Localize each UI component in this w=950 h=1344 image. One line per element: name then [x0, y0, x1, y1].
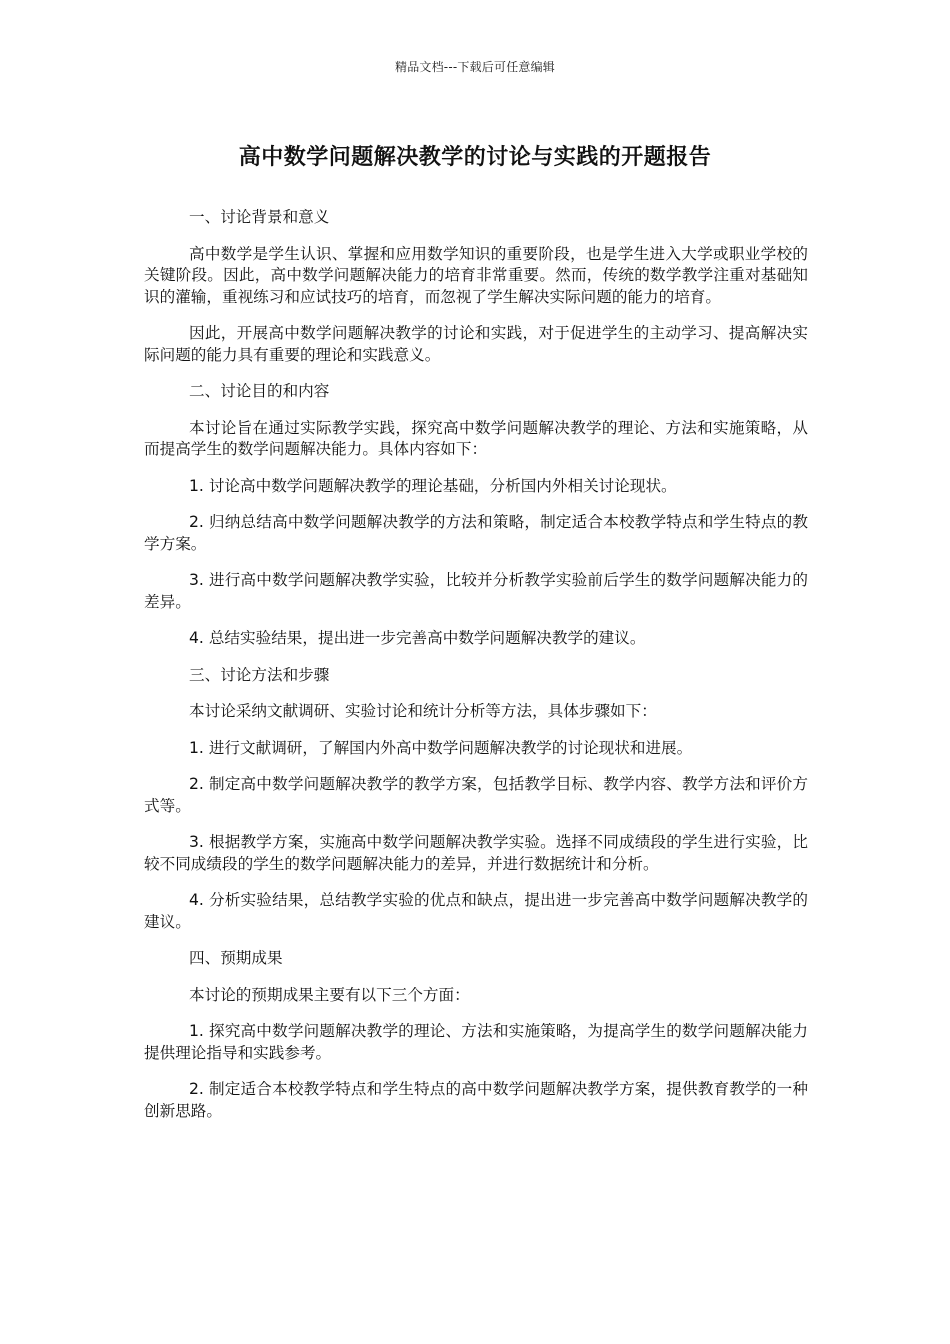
paragraph: 本讨论采纳文献调研、实验讨论和统计分析等方法，具体步骤如下：: [189, 702, 657, 720]
document-title: 高中数学问题解决教学的讨论与实践的开题报告: [238, 145, 712, 170]
section-heading-outcomes: 四、预期成果: [189, 949, 283, 967]
list-item: 2. 制定适合本校教学特点和学生特点的高中数学问题解决教学方案，提供教育教学的一种创新思路。: [144, 1080, 808, 1120]
page-header: 精品文档---下载后可任意编辑: [395, 60, 555, 74]
list-item: 3. 根据教学方案，实施高中数学问题解决教学实验。选择不同成绩段的学生进行实验，比较不同成绩段的学生的数学问题解决能力的差异，并进行数据统计和分析。: [144, 833, 808, 873]
paragraph: 本讨论旨在通过实际教学实践，探究高中数学问题解决教学的理论、方法和实施策略，从而提高学生的数学问题解决能力。具体内容如下：: [144, 418, 808, 458]
paragraph: 本讨论的预期成果主要有以下三个方面：: [189, 985, 470, 1004]
list-item: 1. 探究高中数学问题解决教学的理论、方法和实施策略，为提高学生的数学问题解决能力提供理论指导和实践参考。: [144, 1022, 808, 1062]
list-item: 3. 进行高中数学问题解决教学实验，比较并分析教学实验前后学生的数学问题解决能力的差异。: [144, 571, 808, 611]
list-item: 4. 分析实验结果，总结教学实验的优点和缺点，提出进一步完善高中数学问题解决教学的建议。: [144, 891, 808, 931]
paragraph: 高中数学是学生认识、掌握和应用数学知识的重要阶段，也是学生进入大学或职业学校的关键阶段。因此，高中数学问题解决能力的培育非常重要。然而，传统的数学教学注重对基础知识的灌输，重视练习和应试技巧的培育，而忽视了学生解决实际问题的能力的培育。: [144, 244, 808, 306]
list-item: 2. 制定高中数学问题解决教学的教学方案，包括教学目标、教学内容、教学方法和评价方式等。: [144, 775, 808, 815]
section-heading-purpose: 二、讨论目的和内容: [189, 382, 330, 400]
list-item: 4. 总结实验结果，提出进一步完善高中数学问题解决教学的建议。: [189, 629, 646, 647]
list-item: 1. 进行文献调研，了解国内外高中数学问题解决教学的讨论现状和进展。: [189, 738, 693, 757]
list-item: 1. 讨论高中数学问题解决教学的理论基础，分析国内外相关讨论现状。: [189, 476, 677, 495]
paragraph: 因此，开展高中数学问题解决教学的讨论和实践，对于促进学生的主动学习、提高解决实际问题的能力具有重要的理论和实践意义。: [144, 324, 808, 364]
section-heading-methods: 三、讨论方法和步骤: [189, 665, 330, 684]
list-item: 2. 归纳总结高中数学问题解决教学的方法和策略，制定适合本校教学特点和学生特点的教学方案。: [144, 513, 808, 553]
document-body: [144, 207, 808, 1137]
section-heading-background: 一、讨论背景和意义: [189, 208, 330, 226]
